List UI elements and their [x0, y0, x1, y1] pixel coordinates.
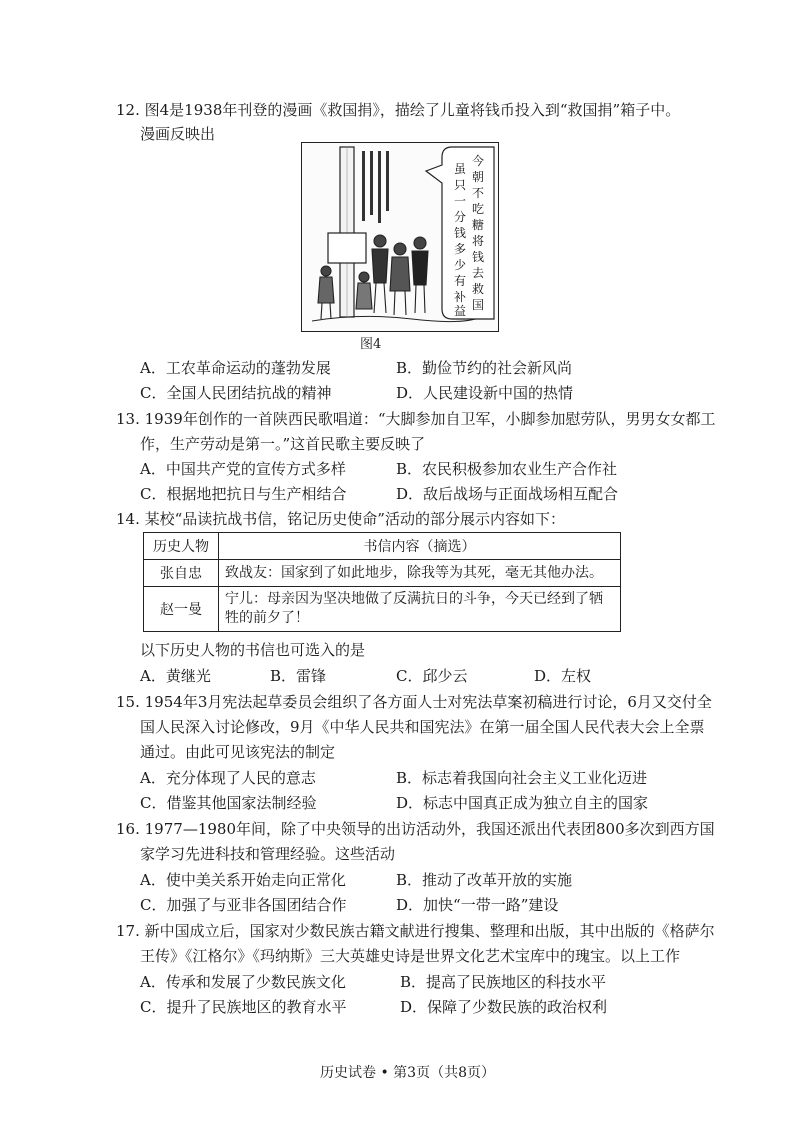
q15-option-c[interactable]: C．借鉴其他国家法制经验: [140, 794, 317, 812]
q14-option-b[interactable]: B．雷锋: [270, 667, 327, 685]
svg-text:只: 只: [454, 178, 467, 192]
svg-text:补: 补: [454, 290, 467, 304]
q15-stem-line2: 国人民深入讨论修改，9月《中华人民共和国宪法》在第一届全国人民代表大会上全票: [140, 718, 705, 736]
q15-text-1: 1954年3月宪法起草委员会组织了各方面人士对宪法草案初稿进行讨论，6月又交付全: [144, 693, 712, 711]
q15-stem-line3: 通过。由此可见该宪法的制定: [140, 743, 336, 761]
q17-stem-line2: 王传》《江格尔》《玛纳斯》三大英雄史诗是世界文化艺术宝库中的瑰宝。以上工作: [140, 947, 681, 965]
svg-text:多: 多: [454, 242, 467, 256]
svg-text:去: 去: [472, 266, 485, 280]
q17-option-c[interactable]: C．提升了民族地区的教育水平: [140, 998, 347, 1016]
q17-text-1: 新中国成立后，国家对少数民族古籍文献进行搜集、整理和出版，其中出版的《格萨尔: [144, 922, 715, 940]
q13-text-1: 1939年创作的一首陕西民歌唱道：“大脚参加自卫军，小脚参加慰劳队，男男女女都工: [144, 410, 716, 428]
q12-stem-line2: 漫画反映出: [140, 125, 216, 143]
q12-number: 12.: [116, 101, 140, 119]
table-row: [144, 560, 621, 587]
page-footer: 历史试卷 • 第3页（共8页）: [320, 1065, 495, 1081]
cartoon-figure: [301, 142, 499, 332]
q16-stem-line2: 家学习先进科技和管理经验。这些活动: [140, 845, 396, 863]
svg-text:国: 国: [472, 298, 485, 312]
svg-text:钱: 钱: [454, 226, 467, 240]
q17-option-b[interactable]: B．提高了民族地区的科技水平: [400, 973, 607, 991]
letters-table: [143, 532, 621, 632]
q14-option-a[interactable]: A．黄继光: [140, 667, 211, 685]
q17-stem-line1: [116, 921, 715, 941]
svg-text:今: 今: [472, 154, 485, 168]
q14-number: 14.: [116, 510, 140, 528]
q14-option-c[interactable]: C．邱少云: [396, 667, 468, 685]
svg-text:不: 不: [472, 186, 485, 200]
q16-option-c[interactable]: C．加强了与亚非各国团结合作: [140, 896, 347, 914]
q13-option-a[interactable]: A．中国共产党的宣传方式多样: [140, 460, 346, 478]
svg-text:吃: 吃: [472, 202, 485, 216]
q17-option-a[interactable]: A．传承和发展了少数民族文化: [140, 973, 346, 991]
svg-text:钱: 钱: [472, 250, 485, 264]
q14-option-d[interactable]: D．左权: [534, 667, 592, 685]
q13-stem-line2: 作，生产劳动是第一。”这首民歌主要反映了: [140, 435, 426, 453]
q14-stem-line2: 以下历史人物的书信也可选入的是: [140, 641, 366, 659]
svg-text:朝: 朝: [472, 170, 485, 184]
q12-option-d[interactable]: D．人民建设新中国的热情: [396, 384, 574, 402]
q15-option-d[interactable]: D．标志中国真正成为独立自主的国家: [396, 794, 649, 812]
q12-option-a[interactable]: A．工农革命运动的蓬勃发展: [140, 359, 331, 377]
q14-stem-line1: [116, 509, 565, 529]
q16-text-1: 1977—1980年间，除了中央领导的出访活动外，我国还派出代表团800多次到西方国: [144, 820, 715, 838]
svg-text:糖: 糖: [472, 218, 485, 232]
q15-number: 15.: [116, 693, 140, 711]
svg-text:益: 益: [454, 304, 467, 318]
q13-stem-line1: [116, 409, 716, 429]
q12-stem-line1: [116, 100, 680, 120]
q17-number: 17.: [116, 922, 140, 940]
svg-text:分: 分: [454, 210, 467, 224]
table-row: [144, 587, 621, 632]
q13-number: 13.: [116, 410, 140, 428]
q15-option-b[interactable]: B．标志着我国向社会主义工业化迈进: [396, 769, 648, 787]
q15-stem-line1: [116, 692, 712, 712]
q13-option-d[interactable]: D．敌后战场与正面战场相互配合: [396, 485, 619, 503]
svg-text:有: 有: [454, 274, 467, 288]
svg-text:一: 一: [454, 194, 467, 208]
q12-option-b[interactable]: B．勤俭节约的社会新风尚: [396, 359, 573, 377]
q13-option-b[interactable]: B．农民积极参加农业生产合作社: [396, 460, 618, 478]
cartoon-illustration: [302, 143, 498, 331]
svg-text:救: 救: [472, 282, 485, 296]
q16-option-b[interactable]: B．推动了改革开放的实施: [396, 871, 573, 889]
q12-text-1: 图4是1938年刊登的漫画《救国捐》，描绘了儿童将钱币投入到“救国捐”箱子中。: [144, 101, 681, 119]
svg-text:少: 少: [454, 258, 467, 272]
q12-option-c[interactable]: C．全国人民团结抗战的精神: [140, 384, 332, 402]
row-name: 张自忠: [144, 560, 219, 587]
header-content: 书信内容（摘选）: [219, 533, 621, 560]
table-header-row: [144, 533, 621, 560]
q15-option-a[interactable]: A．充分体现了人民的意志: [140, 769, 316, 787]
header-person: 历史人物: [144, 533, 219, 560]
row-content: 致战友：国家到了如此地步，除我等为其死，毫无其他办法。: [219, 560, 621, 587]
q14-text-1: 某校“品读抗战书信，铭记历史使命”活动的部分展示内容如下：: [144, 510, 565, 528]
svg-text:将: 将: [472, 234, 485, 248]
q16-number: 16.: [116, 820, 140, 838]
row-content: 宁儿：母亲因为坚决地做了反满抗日的斗争，今天已经到了牺牲的前夕了！: [219, 587, 621, 632]
q16-option-d[interactable]: D．加快“一带一路”建设: [396, 896, 559, 914]
q13-option-c[interactable]: C．根据地把抗日与生产相结合: [140, 485, 347, 503]
q16-option-a[interactable]: A．使中美关系开始走向正常化: [140, 871, 346, 889]
figure-caption: 图4: [360, 337, 382, 352]
q16-stem-line1: [116, 819, 715, 839]
svg-text:虽: 虽: [454, 162, 467, 176]
q17-option-d[interactable]: D．保障了少数民族的政治权利: [400, 998, 608, 1016]
row-name: 赵一曼: [144, 587, 219, 632]
